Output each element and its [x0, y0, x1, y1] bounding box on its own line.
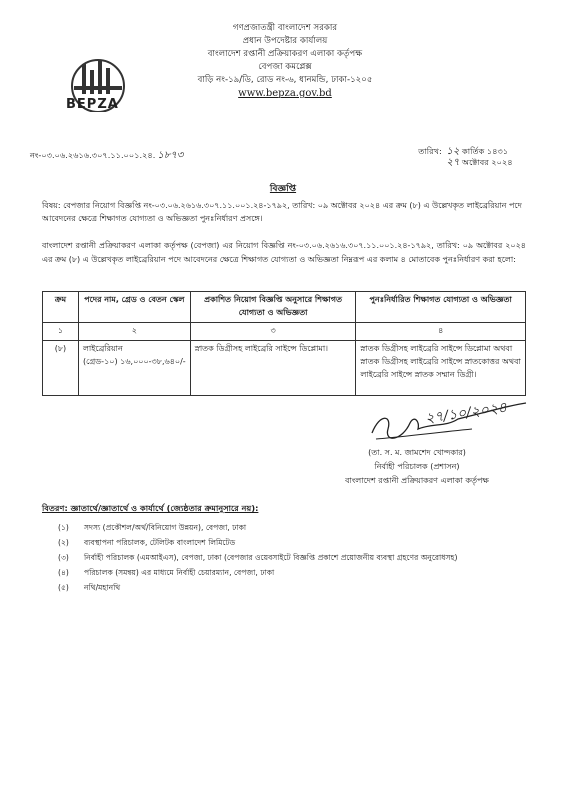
list-item: (২) ব্যবস্থাপনা পরিচালক, টেলিটক বাংলাদেশ লিমিটেড [58, 538, 236, 547]
date-label: তারিখ: [418, 146, 442, 156]
logo-wordmark: BEPZA [66, 97, 119, 112]
memo-number [30, 148, 183, 165]
date-english-month: অক্টোবর ২০২৪ [462, 157, 513, 167]
distribution-title: বিতরণ: জ্ঞাতার্থে/জ্ঞাতার্থে ও কার্যার্থে (জ্যেষ্ঠতার ক্রমানুসারে নয়): [42, 503, 259, 513]
column-number: ৩ [190, 323, 356, 341]
body-paragraph: বাংলাদেশ রপ্তানী প্রক্রিয়াকরণ এলাকা কর্তৃপক্ষ (বেপজা) এর নিয়োগ বিজ্ঞপ্তি নং-০৩.০৬.২৬১৬.৩০৭.১১.০০১.২৪-১৭৯২, তারিখ: ০৯ অক্টোবর ২০২৪ এর ক্রম (৮) এ উল্লেখকৃত লাইব্রেরিয়ান পদে আবেদনের ক্ষেত্রে শিক্ষাগত যোগ্যতা ও অভিজ্ঞতা নিম্নরূপ এর কলাম ৪ মোতাবেক পুনঃনির্ধারণ করা হলো: [42, 241, 526, 264]
qualification-table [42, 291, 526, 396]
list-item: (৩) নির্বাহী পরিচালক (এমআইএস), বেপজা, ঢাকা (বেপজার ওয়েবসাইটে বিজ্ঞপ্তি প্রকাশে প্রয়োজনীয় ব্যবস্থা গ্রহণের অনুরোধসহ) [58, 553, 458, 562]
header-published-qualification: প্রকাশিত নিয়োগ বিজ্ঞপ্তি অনুসারে শিক্ষাগত যোগ্যতা ও অভিজ্ঞতা [190, 292, 356, 323]
letterhead-line-complex: বেপজা কমপ্লেক্স [258, 62, 312, 72]
signatory-designation: নির্বাহী পরিচালক (প্রশাসন) [374, 462, 460, 471]
row-post [78, 341, 190, 396]
subject-text: বেপজার নিয়োগ বিজ্ঞপ্তি নং-০৩.০৬.২৬১৬.৩০৭.১১.০০১.২৪-১৭৯২, তারিখ: ০৯ অক্টোবর ২০২৪ এর ক্রম (৮) এ উল্লেখকৃত লাইব্রেরিয়ান পদে আবেদনের ক্ষেত্রে শিক্ষাগত যোগ্যতা ও অভিজ্ঞতা পুনঃনির্ধারণ প্রসঙ্গে। [42, 201, 522, 223]
header-serial: ক্রম [43, 292, 79, 323]
date-english-day: ২৭ [446, 157, 460, 168]
list-item: (৫) নথি/মহানথি [58, 583, 121, 592]
website-link[interactable]: www.bepza.gov.bd [238, 88, 332, 99]
list-item: (১) সদস্য (প্রকৌশল/অর্থ/বিনিয়োগ উন্নয়ন), বেপজা, ঢাকা [58, 523, 247, 532]
signature-block [312, 446, 522, 488]
date-bangla-day: ১২ [446, 146, 460, 157]
date-bangla-month: কার্তিক ১৪৩১ [462, 146, 509, 156]
column-number: ১ [43, 323, 79, 341]
date-block [418, 146, 518, 168]
post-grade-scale: (গ্রেড-১০) ১৬,০০০-৩৮,৬৪০/- [82, 357, 186, 366]
distribution-list [58, 520, 518, 595]
table-column-number-row [43, 323, 526, 341]
memo-number-text: নং-০৩.০৬.২৬১৬.৩০৭.১১.০০১.২৪. [30, 150, 156, 160]
post-name: লাইব্রেরিয়ান [82, 344, 123, 353]
list-item: (৪) পরিচালক (সমন্বয়) এর মাধ্যমে নির্বাহী চেয়ারম্যান, বেপজা, ঢাকা [58, 568, 275, 577]
row-serial: (৮) [43, 341, 79, 396]
column-number: ৪ [356, 323, 526, 341]
table-row [43, 341, 526, 396]
signatory-organization: বাংলাদেশ রপ্তানী প্রক্রিয়াকরণ এলাকা কর্তৃপক্ষ [345, 476, 489, 485]
row-revised-qualification: স্নাতক ডিগ্রীসহ লাইব্রেরি সাইন্সে ডিপ্লোমা অথবা স্নাতক ডিগ্রীসহ লাইব্রেরি সাইন্সে স্নাতকোত্তর অথবা লাইব্রেরি সাইন্সে স্নাতক সম্মান ডিগ্রী। [356, 341, 526, 396]
memo-handwritten-number: ১৮৭৩ [157, 150, 184, 161]
letterhead-line-office: প্রধান উপদেষ্টার কার্যালয় [242, 36, 328, 46]
column-number: ২ [78, 323, 190, 341]
notice-title [0, 181, 566, 196]
subject-label: বিষয়: [42, 201, 61, 210]
header-post: পদের নাম, গ্রেড ও বেতন স্কেল [78, 292, 190, 323]
handwritten-signature-icon [362, 393, 532, 445]
header-revised-qualification: পুনঃনির্ধারিত শিক্ষাগত যোগ্যতা ও অভিজ্ঞতা [356, 292, 526, 323]
letterhead-line-address: বাড়ি নং-১৯/ডি, রোড নং-৬, ধানমন্ডি, ঢাকা-১২০৫ [197, 75, 373, 85]
table-header-row [43, 292, 526, 323]
subject-line [42, 199, 522, 225]
signatory-name: (তা. স. ম. জামশেদ খোন্দকার) [368, 448, 466, 457]
letterhead [140, 22, 430, 100]
notice-title-text: বিজ্ঞপ্তি [269, 184, 297, 194]
row-published-qualification: স্নাতক ডিগ্রীসহ লাইব্রেরি সাইন্সে ডিপ্লোমা। [190, 341, 356, 396]
letterhead-line-authority: বাংলাদেশ রপ্তানী প্রক্রিয়াকরণ এলাকা কর্তৃপক্ষ [207, 49, 363, 59]
letterhead-line-government: গণপ্রজাতন্ত্রী বাংলাদেশ সরকার [232, 23, 338, 33]
signature-handwritten-date: ২৭/১০/২০২৪ [424, 399, 508, 427]
